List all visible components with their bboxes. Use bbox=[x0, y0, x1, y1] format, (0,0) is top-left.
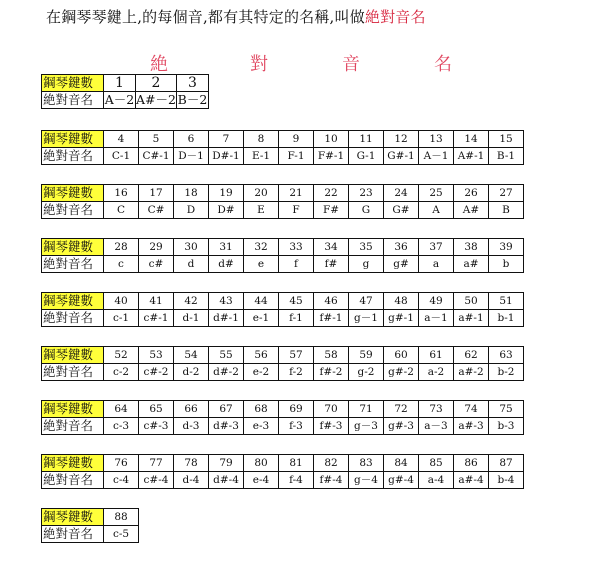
absolute-name-cell: c bbox=[104, 256, 139, 273]
absolute-name-cell: E bbox=[244, 202, 279, 219]
key-table bbox=[41, 400, 524, 435]
key-number-cell: 25 bbox=[419, 185, 454, 202]
key-number-cell: 54 bbox=[174, 347, 209, 364]
key-table bbox=[41, 130, 524, 165]
key-number-cell: 47 bbox=[349, 293, 384, 310]
key-table bbox=[41, 292, 524, 327]
absolute-name-cell: c-1 bbox=[104, 310, 139, 327]
key-number-cell: 39 bbox=[489, 239, 524, 256]
key-number-cell: 21 bbox=[279, 185, 314, 202]
absolute-name-cell: c#-2 bbox=[139, 364, 174, 381]
absolute-name-cell: d-2 bbox=[174, 364, 209, 381]
absolute-name-cell: a# bbox=[454, 256, 489, 273]
absolute-name-cell: g# bbox=[384, 256, 419, 273]
intro-highlight: 絶對音名 bbox=[364, 8, 426, 26]
key-number-cell: 82 bbox=[314, 455, 349, 472]
key-number-cell: 5 bbox=[139, 131, 174, 148]
key-number-cell: 78 bbox=[174, 455, 209, 472]
title-char: 對 bbox=[250, 54, 268, 75]
key-number-cell: 77 bbox=[139, 455, 174, 472]
key-number-label: 鋼琴鍵數 bbox=[42, 401, 104, 418]
key-number-label: 鋼琴鍵數 bbox=[42, 75, 104, 92]
key-number-cell: 41 bbox=[139, 293, 174, 310]
key-number-cell: 1 bbox=[104, 75, 136, 92]
key-number-cell: 71 bbox=[349, 401, 384, 418]
key-number-cell: 85 bbox=[419, 455, 454, 472]
absolute-name-label: 絶對音名 bbox=[42, 364, 104, 381]
absolute-name-cell: d bbox=[174, 256, 209, 273]
key-number-row bbox=[42, 239, 524, 256]
absolute-name-cell: A－2 bbox=[104, 92, 135, 107]
key-number-cell: 29 bbox=[139, 239, 174, 256]
key-number-cell: 87 bbox=[489, 455, 524, 472]
key-number-row bbox=[42, 75, 209, 92]
key-number-label: 鋼琴鍵數 bbox=[42, 347, 104, 364]
absolute-name-cell: a－1 bbox=[419, 310, 454, 327]
key-number-cell: 18 bbox=[174, 185, 209, 202]
key-number-cell: 48 bbox=[384, 293, 419, 310]
absolute-name-label: 絶對音名 bbox=[42, 202, 104, 219]
key-number-cell: 46 bbox=[314, 293, 349, 310]
key-number-cell: 43 bbox=[209, 293, 244, 310]
absolute-name-label: 絶對音名 bbox=[42, 148, 104, 165]
absolute-name-row bbox=[42, 418, 524, 435]
absolute-name-cell: F# bbox=[314, 202, 349, 219]
absolute-name-cell: g－4 bbox=[349, 472, 384, 489]
absolute-name-cell: G#-1 bbox=[384, 148, 419, 165]
key-number-cell: 80 bbox=[244, 455, 279, 472]
absolute-name-cell: e-3 bbox=[244, 418, 279, 435]
absolute-name-cell: c# bbox=[139, 256, 174, 273]
key-number-cell: 2 bbox=[136, 75, 177, 92]
title-char: 絶 bbox=[150, 54, 168, 75]
key-number-cell: 61 bbox=[419, 347, 454, 364]
key-number-row bbox=[42, 131, 524, 148]
key-number-cell: 31 bbox=[209, 239, 244, 256]
key-number-label: 鋼琴鍵數 bbox=[42, 239, 104, 256]
absolute-name-cell: c-5 bbox=[104, 526, 139, 543]
absolute-name-cell: f#-2 bbox=[314, 364, 349, 381]
key-number-cell: 79 bbox=[209, 455, 244, 472]
key-number-cell: 34 bbox=[314, 239, 349, 256]
key-number-cell: 76 bbox=[104, 455, 139, 472]
absolute-name-row bbox=[42, 92, 209, 109]
absolute-name-cell: d#-4 bbox=[209, 472, 244, 489]
key-number-cell: 55 bbox=[209, 347, 244, 364]
absolute-name-cell: d-4 bbox=[174, 472, 209, 489]
key-number-cell: 64 bbox=[104, 401, 139, 418]
absolute-name-cell: f-2 bbox=[279, 364, 314, 381]
absolute-name-cell: C#-1 bbox=[139, 148, 174, 165]
key-number-row bbox=[42, 293, 524, 310]
absolute-name-cell: g#-1 bbox=[384, 310, 419, 327]
absolute-name-cell: D bbox=[174, 202, 209, 219]
key-number-cell: 67 bbox=[209, 401, 244, 418]
key-number-row bbox=[42, 401, 524, 418]
absolute-name-cell: a#-1 bbox=[454, 310, 489, 327]
absolute-name-cell: D－1 bbox=[174, 148, 209, 165]
page-title bbox=[150, 50, 470, 75]
absolute-name-cell: b bbox=[489, 256, 524, 273]
absolute-name-cell: a－3 bbox=[419, 418, 454, 435]
absolute-name-cell: g#-4 bbox=[384, 472, 419, 489]
key-number-cell: 73 bbox=[419, 401, 454, 418]
key-number-cell: 83 bbox=[349, 455, 384, 472]
key-number-cell: 11 bbox=[349, 131, 384, 148]
absolute-name-cell: A#－2 bbox=[136, 92, 176, 107]
absolute-name-cell: G bbox=[349, 202, 384, 219]
key-number-cell: 49 bbox=[419, 293, 454, 310]
key-number-cell: 32 bbox=[244, 239, 279, 256]
key-table bbox=[41, 346, 524, 381]
key-number-cell: 58 bbox=[314, 347, 349, 364]
absolute-name-row bbox=[42, 472, 524, 489]
key-number-cell: 72 bbox=[384, 401, 419, 418]
absolute-name-cell: a-4 bbox=[419, 472, 454, 489]
absolute-name-cell: f# bbox=[314, 256, 349, 273]
key-table bbox=[41, 454, 524, 489]
key-number-label: 鋼琴鍵數 bbox=[42, 293, 104, 310]
absolute-name-cell: B-1 bbox=[489, 148, 524, 165]
absolute-name-cell: D#-1 bbox=[209, 148, 244, 165]
absolute-name-cell: A# bbox=[454, 202, 489, 219]
key-number-cell: 22 bbox=[314, 185, 349, 202]
absolute-name-cell: B bbox=[489, 202, 524, 219]
intro-text: 在鋼琴琴鍵上,的每個音,都有其特定的名稱,叫做 bbox=[46, 8, 365, 26]
absolute-name-cell: a-2 bbox=[419, 364, 454, 381]
key-number-cell: 36 bbox=[384, 239, 419, 256]
absolute-name-cell: F-1 bbox=[279, 148, 314, 165]
key-number-cell: 13 bbox=[419, 131, 454, 148]
absolute-name-label: 絶對音名 bbox=[42, 256, 104, 273]
absolute-name-cell: b-2 bbox=[489, 364, 524, 381]
key-number-cell: 7 bbox=[209, 131, 244, 148]
absolute-name-label: 絶對音名 bbox=[42, 92, 104, 109]
key-number-cell: 65 bbox=[139, 401, 174, 418]
absolute-name-cell: a#-4 bbox=[454, 472, 489, 489]
absolute-name-cell: f#-1 bbox=[314, 310, 349, 327]
key-number-cell: 15 bbox=[489, 131, 524, 148]
key-number-cell: 12 bbox=[384, 131, 419, 148]
key-number-cell: 63 bbox=[489, 347, 524, 364]
absolute-name-cell: g－3 bbox=[349, 418, 384, 435]
key-number-label: 鋼琴鍵數 bbox=[42, 185, 104, 202]
key-number-label: 鋼琴鍵數 bbox=[42, 509, 104, 526]
absolute-name-cell: e-1 bbox=[244, 310, 279, 327]
key-number-row bbox=[42, 185, 524, 202]
absolute-name-label: 絶對音名 bbox=[42, 418, 104, 435]
key-number-cell: 81 bbox=[279, 455, 314, 472]
absolute-name-cell: e-2 bbox=[244, 364, 279, 381]
key-number-cell: 17 bbox=[139, 185, 174, 202]
key-number-cell: 19 bbox=[209, 185, 244, 202]
key-number-cell: 4 bbox=[104, 131, 139, 148]
key-number-cell: 50 bbox=[454, 293, 489, 310]
absolute-name-cell: d# bbox=[209, 256, 244, 273]
absolute-name-cell: c#-1 bbox=[139, 310, 174, 327]
key-number-cell: 42 bbox=[174, 293, 209, 310]
intro-sentence bbox=[46, 6, 426, 27]
absolute-name-cell: B－2 bbox=[177, 92, 208, 107]
key-number-cell: 35 bbox=[349, 239, 384, 256]
title-char: 音 bbox=[342, 54, 360, 75]
absolute-name-cell: c-3 bbox=[104, 418, 139, 435]
key-number-row bbox=[42, 347, 524, 364]
absolute-name-cell: C bbox=[104, 202, 139, 219]
key-number-cell: 74 bbox=[454, 401, 489, 418]
key-number-cell: 28 bbox=[104, 239, 139, 256]
absolute-name-cell: d#-3 bbox=[209, 418, 244, 435]
key-number-cell: 75 bbox=[489, 401, 524, 418]
key-number-cell: 59 bbox=[349, 347, 384, 364]
key-number-cell: 52 bbox=[104, 347, 139, 364]
key-number-cell: 33 bbox=[279, 239, 314, 256]
absolute-name-cell: c-4 bbox=[104, 472, 139, 489]
key-number-cell: 3 bbox=[176, 75, 208, 92]
absolute-name-cell: g bbox=[349, 256, 384, 273]
key-number-cell: 30 bbox=[174, 239, 209, 256]
key-number-cell: 69 bbox=[279, 401, 314, 418]
absolute-name-cell: b-4 bbox=[489, 472, 524, 489]
key-number-cell: 44 bbox=[244, 293, 279, 310]
absolute-name-cell: A#-1 bbox=[454, 148, 489, 165]
absolute-name-cell: g-2 bbox=[349, 364, 384, 381]
key-number-cell: 23 bbox=[349, 185, 384, 202]
absolute-name-cell: a#-2 bbox=[454, 364, 489, 381]
key-number-cell: 68 bbox=[244, 401, 279, 418]
key-number-cell: 84 bbox=[384, 455, 419, 472]
absolute-name-cell: c#-4 bbox=[139, 472, 174, 489]
absolute-name-cell: D# bbox=[209, 202, 244, 219]
absolute-name-row bbox=[42, 256, 524, 273]
key-number-cell: 51 bbox=[489, 293, 524, 310]
absolute-name-cell: C-1 bbox=[104, 148, 139, 165]
absolute-name-cell: g#-3 bbox=[384, 418, 419, 435]
key-number-cell: 38 bbox=[454, 239, 489, 256]
absolute-name-cell: C# bbox=[139, 202, 174, 219]
key-number-cell: 66 bbox=[174, 401, 209, 418]
key-number-cell: 20 bbox=[244, 185, 279, 202]
key-table bbox=[41, 74, 209, 109]
key-number-cell: 53 bbox=[139, 347, 174, 364]
absolute-name-cell: f-1 bbox=[279, 310, 314, 327]
absolute-name-label: 絶對音名 bbox=[42, 472, 104, 489]
key-number-cell: 10 bbox=[314, 131, 349, 148]
key-number-label: 鋼琴鍵數 bbox=[42, 455, 104, 472]
absolute-name-cell: F#-1 bbox=[314, 148, 349, 165]
key-number-cell: 8 bbox=[244, 131, 279, 148]
absolute-name-cell: d-1 bbox=[174, 310, 209, 327]
absolute-name-cell: d#-2 bbox=[209, 364, 244, 381]
absolute-name-cell: G# bbox=[384, 202, 419, 219]
absolute-name-cell: f-4 bbox=[279, 472, 314, 489]
absolute-name-cell: e bbox=[244, 256, 279, 273]
key-number-cell: 24 bbox=[384, 185, 419, 202]
absolute-name-cell: g－1 bbox=[349, 310, 384, 327]
key-number-row bbox=[42, 509, 139, 526]
absolute-name-cell: G-1 bbox=[349, 148, 384, 165]
absolute-name-cell: b-1 bbox=[489, 310, 524, 327]
absolute-name-cell: f#-4 bbox=[314, 472, 349, 489]
absolute-name-cell: f#-3 bbox=[314, 418, 349, 435]
key-number-cell: 9 bbox=[279, 131, 314, 148]
absolute-name-cell: A－1 bbox=[419, 148, 454, 165]
absolute-name-cell: F bbox=[279, 202, 314, 219]
key-number-cell: 57 bbox=[279, 347, 314, 364]
key-number-cell: 62 bbox=[454, 347, 489, 364]
title-char: 名 bbox=[434, 54, 452, 75]
absolute-name-cell: g#-2 bbox=[384, 364, 419, 381]
key-table bbox=[41, 508, 139, 543]
key-number-cell: 45 bbox=[279, 293, 314, 310]
absolute-name-cell: a#-3 bbox=[454, 418, 489, 435]
key-number-cell: 14 bbox=[454, 131, 489, 148]
absolute-name-cell: f bbox=[279, 256, 314, 273]
key-number-cell: 88 bbox=[104, 509, 139, 526]
key-number-cell: 56 bbox=[244, 347, 279, 364]
absolute-name-row bbox=[42, 148, 524, 165]
absolute-name-cell: d-3 bbox=[174, 418, 209, 435]
absolute-name-cell: c-2 bbox=[104, 364, 139, 381]
key-number-cell: 27 bbox=[489, 185, 524, 202]
key-number-label: 鋼琴鍵數 bbox=[42, 131, 104, 148]
absolute-name-cell: E-1 bbox=[244, 148, 279, 165]
absolute-name-cell: e-4 bbox=[244, 472, 279, 489]
key-table bbox=[41, 238, 524, 273]
absolute-name-cell: a bbox=[419, 256, 454, 273]
key-number-cell: 60 bbox=[384, 347, 419, 364]
absolute-name-label: 絶對音名 bbox=[42, 526, 104, 543]
absolute-name-cell: A bbox=[419, 202, 454, 219]
absolute-name-cell: d#-1 bbox=[209, 310, 244, 327]
absolute-name-row bbox=[42, 364, 524, 381]
key-number-cell: 6 bbox=[174, 131, 209, 148]
key-number-cell: 86 bbox=[454, 455, 489, 472]
absolute-name-cell: b-3 bbox=[489, 418, 524, 435]
absolute-name-row bbox=[42, 202, 524, 219]
key-table bbox=[41, 184, 524, 219]
absolute-name-cell: f-3 bbox=[279, 418, 314, 435]
key-number-cell: 26 bbox=[454, 185, 489, 202]
absolute-name-cell: c#-3 bbox=[139, 418, 174, 435]
key-number-row bbox=[42, 455, 524, 472]
absolute-name-label: 絶對音名 bbox=[42, 310, 104, 327]
absolute-name-row bbox=[42, 526, 139, 543]
key-number-cell: 40 bbox=[104, 293, 139, 310]
absolute-name-row bbox=[42, 310, 524, 327]
key-number-cell: 37 bbox=[419, 239, 454, 256]
key-number-cell: 16 bbox=[104, 185, 139, 202]
key-number-cell: 70 bbox=[314, 401, 349, 418]
